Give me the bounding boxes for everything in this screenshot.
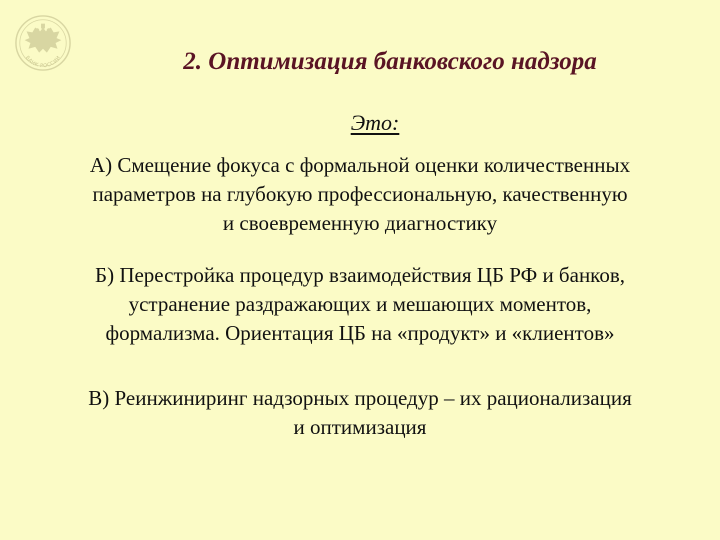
- point-a: [40, 151, 680, 238]
- slide-subtitle: Это:: [350, 110, 400, 135]
- point-a-line: и своевременную диагностику: [222, 211, 498, 235]
- point-a-line: А) Смещение фокуса с формальной оценки количественных: [89, 153, 631, 177]
- point-b: [40, 261, 680, 348]
- point-a-line: параметров на глубокую профессиональную, качественную: [92, 182, 628, 206]
- point-b-line: формализма. Ориентация ЦБ на «продукт» и «клиентов»: [105, 321, 615, 345]
- point-b-line: устранение раздражающих и мешающих моментов,: [128, 292, 592, 316]
- slide-title: 2. Оптимизация банковского надзора: [183, 48, 597, 75]
- point-b-line: Б) Перестройка процедур взаимодействия ЦБ РФ и банков,: [95, 263, 625, 287]
- point-c-line: и оптимизация: [293, 415, 427, 439]
- point-c-line: В) Реинжиниринг надзорных процедур – их рационализация: [88, 386, 632, 410]
- emblem-caption: БАНК РОССИИ: [23, 54, 63, 70]
- point-c: [40, 384, 680, 442]
